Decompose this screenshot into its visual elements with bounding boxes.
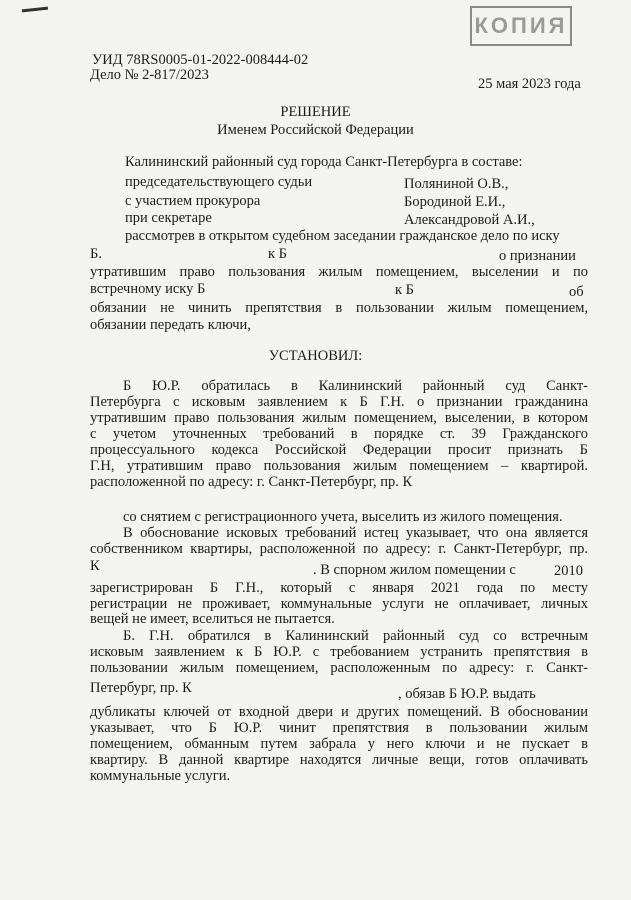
text-line: квартиру. В данной квартире находятся личные вещи, готов оплачивать — [90, 752, 588, 768]
judge-name: Поляниной О.В., — [404, 176, 509, 192]
text-line: пользовании жилым помещением, расположенным по адресу: г. Санкт- — [90, 660, 588, 676]
text-line: помещением, обманным путем забрала у него ключи и не пускает в — [90, 736, 588, 752]
text-line: с учетом уточненных требований в порядке ст. 39 Гражданского — [90, 426, 588, 442]
text-line: зарегистрирован Б Г.Н., который с января 2021 года по месту — [90, 580, 588, 596]
case-desc-line3-end: об — [569, 284, 584, 300]
pen-mark — [22, 7, 48, 13]
paragraph-1-last: со снятием с регистрационного учета, выселить из жилого помещения. — [123, 509, 563, 525]
plaintiff-initial: Б. — [90, 246, 102, 262]
paragraph-1 — [90, 378, 588, 490]
paragraph-3 — [90, 628, 588, 676]
case-desc-line5: обязании передать ключи, — [90, 317, 251, 333]
considering-text: рассмотрев в открытом судебном заседании гражданское дело по иску — [125, 228, 560, 244]
judge-label: председательствующего судьи — [125, 174, 313, 190]
prosecutor-label: с участием прокурора — [125, 193, 261, 209]
uid-number: УИД 78RS0005-01-2022-008444-02 — [92, 52, 309, 68]
secretary-name: Александровой А.И., — [404, 212, 535, 228]
case-desc-line3-mid: к Б — [395, 282, 414, 298]
section-heading: УСТАНОВИЛ: — [268, 348, 363, 364]
paragraph-2-rest — [90, 580, 588, 612]
text-line: указывает, что Б Ю.Р. чинит препятствия в пользовании жилым — [90, 720, 588, 736]
paragraph-2-last: вещей не имеет, вселиться не пытается. — [90, 611, 335, 627]
paragraph-3-last: коммунальные услуги. — [90, 768, 231, 784]
paragraph-2-mid: . В спорном жилом помещении с — [313, 562, 516, 578]
paragraph-3-rest — [90, 704, 588, 768]
text-line: Г.Н, утратившим право пользования жилым помещением – квартирой. — [90, 458, 588, 474]
text-line: Петербурга с исковым заявлением к Б Г.Н. о признании гражданина — [90, 394, 588, 410]
text-line: утратившим право пользования жилым помещением, выселении, в котором — [90, 410, 588, 426]
address-k: К — [90, 558, 100, 574]
case-desc-line4: обязании не чинить препятствия в пользовании жилым помещением, — [90, 300, 588, 316]
text-line: собственником квартиры, расположенной по адресу: г. Санкт-Петербург, пр. — [90, 541, 588, 557]
text-line: расположенной по адресу: г. Санкт-Петербург, пр. К — [90, 474, 413, 490]
text-line: исковым заявлением к Б Ю.Р. с требованием устранить препятствия в — [90, 644, 588, 660]
text-line: процессуального кодекса Российской Федерации просит признать Б — [90, 442, 588, 458]
case-number: Дело № 2-817/2023 — [90, 67, 209, 83]
case-desc-line3-start: встречному иску Б — [90, 281, 206, 297]
paragraph-3-obligation: , обязав Б Ю.Р. выдать — [398, 686, 536, 702]
document-subtitle: Именем Российской Федерации — [217, 122, 414, 138]
defendant-initial: к Б — [268, 246, 287, 262]
text-line: В обоснование исковых требований истец указывает, что она является — [123, 525, 588, 541]
case-desc-line1-end: о признании — [499, 248, 576, 264]
paragraph-3-address: Петербург, пр. К — [90, 680, 192, 696]
decision-date: 25 мая 2023 года — [478, 76, 581, 92]
document-title: РЕШЕНИЕ — [280, 104, 351, 120]
registration-year: 2010 — [554, 563, 583, 579]
prosecutor-name: Бородиной Е.И., — [404, 194, 506, 210]
secretary-label: при секретаре — [125, 210, 212, 226]
text-line: Б Ю.Р. обратилась в Калининский районный суд Санкт- — [123, 378, 588, 394]
paragraph-2 — [90, 525, 588, 557]
case-desc-line2: утратившим право пользования жилым помещением, выселении и по — [90, 264, 588, 280]
text-line: дубликаты ключей от входной двери и других помещений. В обосновании — [90, 704, 588, 720]
text-line: Б. Г.Н. обратился в Калининский районный суд со встречным — [123, 628, 588, 644]
court-composition: Калининский районный суд города Санкт-Петербурга в составе: — [125, 154, 523, 170]
text-line: регистрации не проживает, коммунальные услуги не оплачивает, личных — [90, 596, 588, 612]
copy-stamp: КОПИЯ — [470, 6, 572, 46]
